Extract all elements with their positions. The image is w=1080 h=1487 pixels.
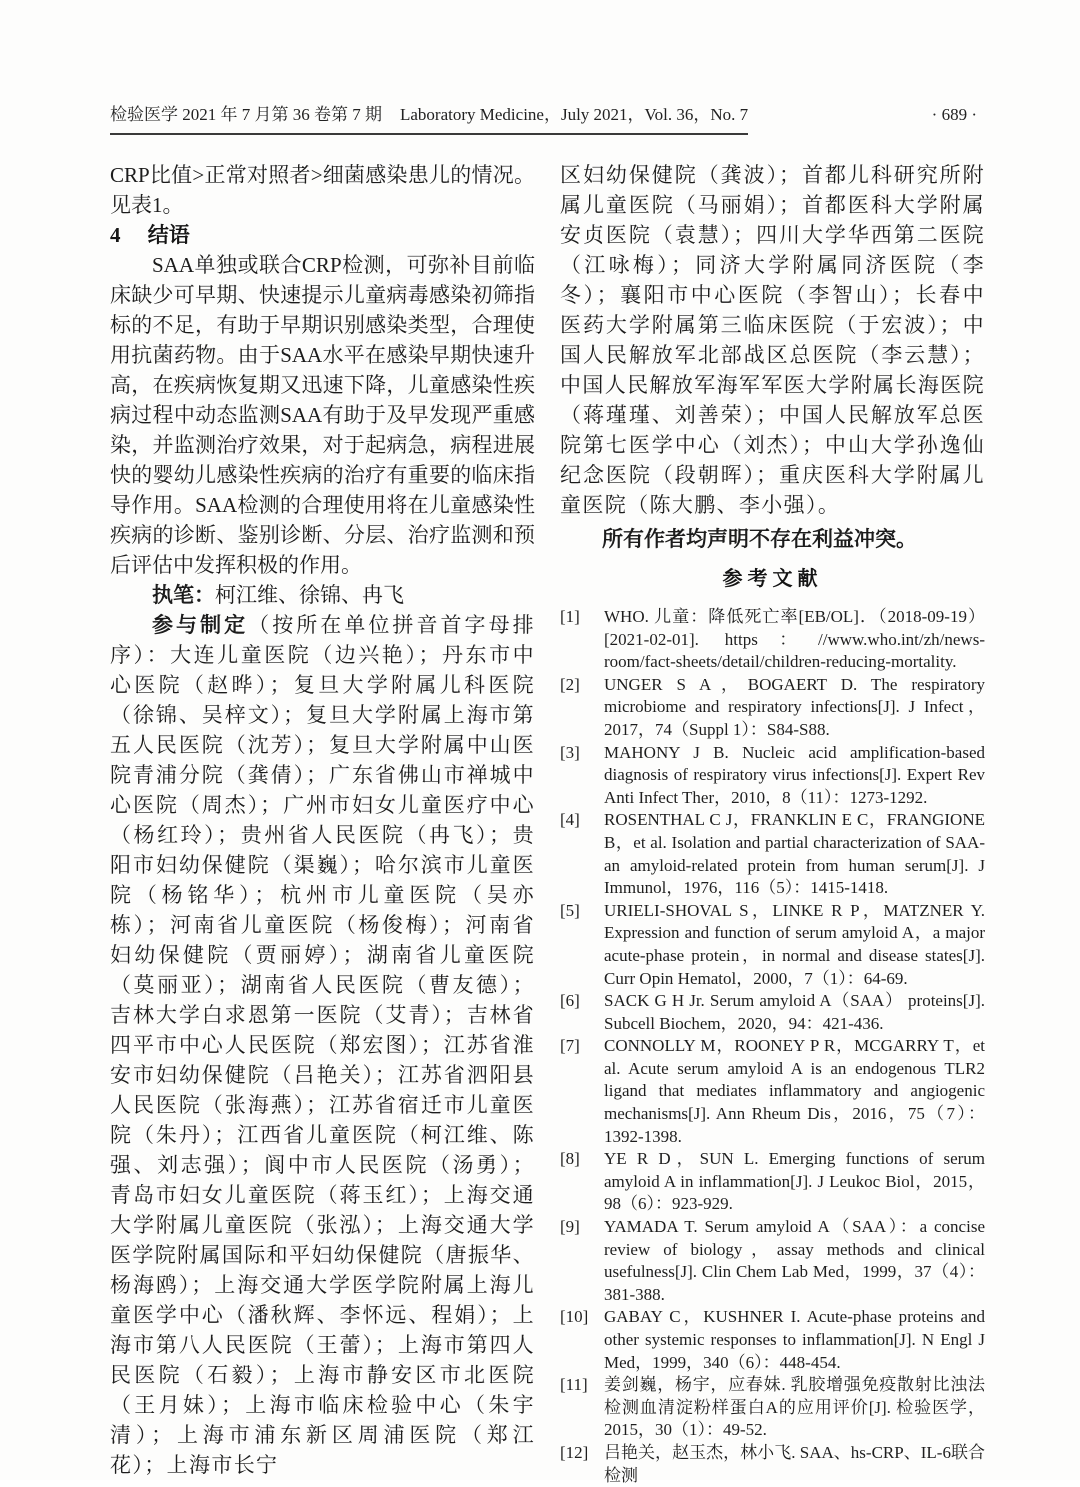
reference-text: YE R D，SUN L. Emerging functions of serum amyloid A in inflammation[J]. J Leukoc Biol，2015，98（6）：923-929.: [604, 1149, 985, 1214]
article-body: [110, 160, 985, 1487]
running-title: [110, 104, 748, 135]
right-column: [560, 160, 985, 1487]
conclusion-paragraph: SAA单独或联合CRP检测，可弥补目前临床缺少可早期、快速提示儿童病毒感染初筛指标的不足，有助于早期识别感染类型，合理使用抗菌药物。由于SAA水平在感染早期快速升高，在疾病恢复期又迅速下降，儿童感染性疾病过程中动态监测SAA有助于及早发现严重感染，并监测治疗效果，对于起病急，病程进展快的婴幼儿感染性疾病的治疗有重要的临床指导作用。SAA检测的合理使用将在儿童感染性疾病的诊断、鉴别诊断、分层、治疗监测和预后评估中发挥积极的作用。: [110, 253, 535, 577]
conflict-statement: 所有作者均声明不存在利益冲突。: [602, 527, 917, 551]
reference-item: [560, 1306, 985, 1374]
reference-number: [12]: [560, 1442, 589, 1462]
reference-number: [6]: [560, 991, 580, 1011]
reference-item: [560, 990, 985, 1035]
reference-item: [560, 742, 985, 810]
writers-line: [110, 580, 535, 610]
participants-paragraph: [110, 610, 535, 1480]
reference-item: [560, 1035, 985, 1148]
page-number: · 689 ·: [931, 105, 977, 124]
participants-continued: 区妇幼保健院（龚波）；首都儿科研究所附属儿童医院（马丽娟）；首都医科大学附属安贞医院（袁慧）；四川大学华西第二医院（江咏梅）；同济大学附属同济医院（李冬）；襄阳市中心医院（李智山）；长春中医药大学附属第三临床医院（于宏波）；中国人民解放军北部战区总医院（李云慧）；中国人民解放军海军军医大学附属长海医院（蒋瑾瑾、刘善荣）；中国人民解放军总医院第七医学中心（刘杰）；中山大学孙逸仙纪念医院（段朝晖）；重庆医科大学附属儿童医院（陈大鹏、李小强）。: [560, 163, 985, 517]
reference-number: [4]: [560, 810, 580, 830]
reference-item: [560, 1374, 985, 1442]
reference-number: [7]: [560, 1036, 580, 1056]
page-header: [110, 104, 985, 142]
reference-item: [560, 1216, 985, 1306]
reference-text: ROSENTHAL C J，FRANKLIN E C，FRANGIONE B，et al. Isolation and partial characterization of SAA-an amyloid-related protein from human serum[J]. J Immunol，1976，116（5）：1415-1418.: [604, 810, 985, 898]
left-column: [110, 160, 535, 1487]
references-heading: 参考文献: [722, 568, 823, 590]
reference-text: 姜剑巍，杨宇，应春妹. 乳胶增强免疫散射比浊法检测血清淀粉样蛋白A的应用评价[J]. 检验医学，2015，30（1）：49-52.: [604, 1375, 985, 1440]
reference-text: MAHONY J B. Nucleic acid amplification-based diagnosis of respiratory virus infections[J]. Expert Rev Anti Infect Ther，2010，8（11）：1273-1292.: [604, 742, 985, 807]
intro-text: CRP比值>正常对照者>细菌感染患儿的情况。见表1。: [110, 163, 535, 217]
references-list: [560, 606, 985, 1487]
reference-item: [560, 809, 985, 899]
journal-title-en: Laboratory Medicine，July 2021，Vol. 36，No. 7: [400, 105, 749, 124]
reference-text: URIELI-SHOVAL S，LINKE R P，MATZNER Y. Expression and function of serum amyloid A，a major acute-phase protein，in normal and disease states[J]. Curr Opin Hematol，2000，7（1）：64-69.: [604, 900, 985, 988]
reference-item: [560, 606, 985, 674]
participants-label: 参与制定: [152, 613, 249, 637]
journal-title-cn: 检验医学 2021 年 7 月第 36 卷第 7 期: [110, 105, 382, 124]
writers-names: 柯江维、徐锦、冉飞: [215, 583, 404, 607]
section-heading: [110, 220, 535, 250]
reference-text: CONNOLLY M，ROONEY P R，MCGARRY T，et al. Acute serum amyloid A is an endogenous TLR2 ligand that mediates inflammatory and angiogenic mechanisms[J]. Ann Rheum Dis，2016，75（7）：1392-1398.: [604, 1036, 985, 1146]
reference-number: [1]: [560, 607, 580, 626]
reference-item: [560, 1442, 985, 1487]
writers-label: 执笔：: [152, 583, 215, 607]
reference-text: GABAY C，KUSHNER I. Acute-phase proteins and other systemic responses to inflammation[J]. N Engl J Med，1999，340（6）：448-454.: [604, 1307, 985, 1372]
reference-number: [10]: [560, 1307, 589, 1327]
reference-number: [9]: [560, 1217, 580, 1237]
reference-text: UNGER S A，BOGAERT D. The respiratory microbiome and respiratory infections[J]. J Infect，2017，74（Suppl 1）：S84-S88.: [604, 674, 985, 739]
reference-text: WHO. 儿童：降低死亡率[EB/OL]．（2018-09-19）[2021-02-01]. https：//www.who.int/zh/news-room/fact-sheets/detail/children-reducing-mortality.: [604, 607, 985, 672]
reference-number: [5]: [560, 900, 580, 920]
reference-number: [11]: [560, 1375, 588, 1395]
reference-item: [560, 674, 985, 742]
reference-number: [2]: [560, 674, 580, 694]
reference-item: [560, 1148, 985, 1216]
section-title: 结语: [147, 223, 190, 247]
reference-text: SACK G H Jr. Serum amyloid A（SAA） proteins[J]. Subcell Biochem，2020，94：421-436.: [604, 991, 985, 1033]
reference-number: [8]: [560, 1149, 580, 1169]
section-number: 4: [110, 223, 121, 247]
reference-text: YAMADA T. Serum amyloid A（SAA）：a concise review of biology，assay methods and clinical usefulness[J]. Clin Chem Lab Med，1999，37（4）：381-388.: [604, 1217, 985, 1304]
reference-item: [560, 900, 985, 990]
participants-text: （按所在单位拼音首字母排序）：大连儿童医院（边兴艳）；丹东市中心医院（赵晔）；复旦大学附属儿科医院（徐锦、吴梓文）；复旦大学附属上海市第五人民医院（沈芳）；复旦大学附属中山医院青浦分院（龚倩）；广东省佛山市禅城中心医院（周杰）；广州市妇女儿童医疗中心（杨红玲）；贵州省人民医院（冉飞）；贵阳市妇幼保健院（渠巍）；哈尔滨市儿童医院（杨铭华）；杭州市儿童医院（吴亦栋）；河南省儿童医院（杨俊梅）；河南省妇幼保健院（贾丽婷）；湖南省儿童医院（莫丽亚）；湖南省人民医院（曹友德）；吉林大学白求恩第一医院（艾青）；吉林省四平市中心人民医院（郑宏图）；江苏省淮安市妇幼保健院（吕艳关）；江苏省泗阳县人民医院（张海燕）；江苏省宿迁市儿童医院（朱丹）；江西省儿童医院（柯江维、陈强、刘志强）；阆中市人民医院（汤勇）；青岛市妇女儿童医院（蒋玉红）；上海交通大学附属儿童医院（张泓）；上海交通大学医学院附属国际和平妇幼保健院（唐振华、杨海鸥）；上海交通大学医学院附属上海儿童医学中心（潘秋辉、李怀远、程娟）；上海市第八人民医院（王蕾）；上海市第四人民医院（石毅）；上海市静安区市北医院（王月妹）；上海市临床检验中心（朱宇清）；上海市浦东新区周浦医院（郑江花）；上海市长宁: [110, 613, 535, 1477]
reference-text: 吕艳关，赵玉杰，林小飞. SAA、hs-CRP、IL-6联合检测: [604, 1442, 985, 1485]
reference-number: [3]: [560, 742, 580, 762]
